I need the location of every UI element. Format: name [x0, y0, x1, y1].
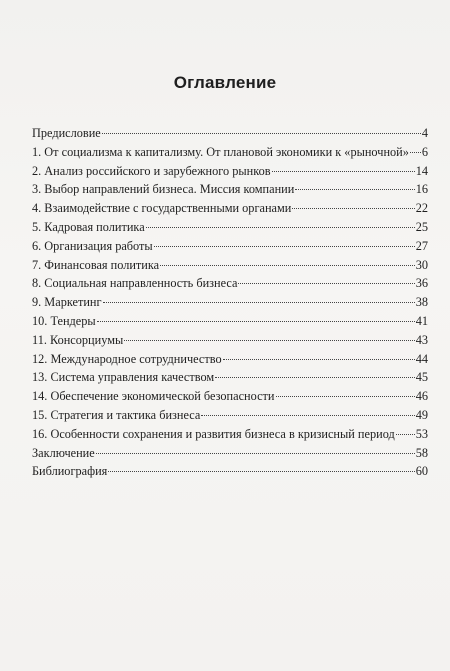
dot-leader — [154, 246, 415, 247]
dot-leader — [276, 396, 415, 397]
toc-entry-label: Библиография — [32, 464, 108, 479]
toc-entry-page-number: 46 — [415, 389, 428, 404]
toc-entry[interactable] — [32, 387, 428, 406]
toc-entry-page-number: 41 — [415, 313, 428, 328]
toc-entry[interactable] — [32, 218, 428, 237]
toc-entry-page-number: 27 — [415, 238, 428, 253]
toc-entry[interactable] — [32, 331, 428, 350]
toc-entry-page-number: 53 — [415, 426, 428, 441]
dot-leader — [96, 453, 415, 454]
toc-entry[interactable] — [32, 237, 428, 256]
toc-entry[interactable] — [32, 462, 428, 481]
toc-entry-page-number: 30 — [415, 257, 428, 272]
toc-entry-label: Предисловие — [32, 126, 101, 140]
dot-leader — [146, 227, 415, 228]
toc-entry-page-number: 22 — [415, 201, 428, 216]
dot-leader — [160, 265, 415, 266]
toc-entry-page-number: 58 — [415, 445, 428, 460]
toc-entry-page-number: 14 — [415, 163, 428, 178]
toc-entry-page-number: 38 — [415, 295, 428, 310]
toc-entry-label: 14. Обеспечение экономической безопасности — [32, 389, 275, 404]
toc-entry[interactable] — [32, 425, 428, 444]
toc-entry-label: 7. Финансовая политика — [32, 257, 160, 272]
dot-leader — [97, 321, 415, 322]
toc-entry[interactable] — [32, 312, 428, 331]
toc-entry-label: 10. Тендеры — [32, 313, 96, 328]
toc-entry-label: 8. Социальная направленность бизнеса — [32, 276, 238, 291]
dot-leader — [223, 359, 415, 360]
page-title: Оглавление — [173, 73, 277, 92]
toc-entry[interactable] — [32, 293, 428, 312]
toc-entry[interactable] — [32, 180, 428, 199]
dot-leader — [108, 471, 414, 472]
toc-entry-page-number: 43 — [415, 332, 428, 347]
dot-leader — [238, 283, 414, 284]
toc-entry-page-number: 60 — [415, 464, 428, 479]
toc-entry-page-number: 16 — [415, 182, 428, 197]
dot-leader — [272, 171, 415, 172]
toc-entry-label: 9. Маркетинг — [32, 295, 102, 310]
toc-entry-label: 6. Организация работы — [32, 238, 153, 253]
table-of-contents — [32, 124, 428, 481]
toc-entry-page-number: 6 — [421, 144, 428, 159]
toc-entry-label: 15. Стратегия и тактика бизнеса — [32, 407, 201, 422]
toc-entry[interactable] — [32, 406, 428, 425]
dot-leader — [410, 152, 421, 153]
dot-leader — [201, 415, 414, 416]
toc-entry-label: 13. Система управления качеством — [32, 370, 215, 385]
dot-leader — [396, 434, 415, 435]
toc-entry-label: 12. Международное сотрудничество — [32, 351, 222, 366]
toc-entry[interactable] — [32, 162, 428, 181]
toc-entry-page-number: 45 — [415, 370, 428, 385]
dot-leader — [124, 340, 414, 341]
toc-entry[interactable] — [32, 368, 428, 387]
toc-entry-label: 16. Особенности сохранения и развития бизнеса в кризисный период — [32, 426, 395, 441]
toc-entry[interactable] — [32, 199, 428, 218]
toc-entry[interactable] — [32, 124, 428, 143]
dot-leader — [215, 377, 415, 378]
toc-entry-label: 3. Выбор направлений бизнеса. Миссия компании — [32, 182, 295, 197]
toc-entry-label: 5. Кадровая политика — [32, 219, 145, 234]
toc-entry-page-number: 4 — [421, 126, 428, 140]
toc-entry-page-number: 36 — [415, 276, 428, 291]
toc-entry-label: 1. От социализма к капитализму. От плановой экономики к «рыночной» — [32, 144, 409, 159]
toc-entry-label: 4. Взаимодействие с государственными органами — [32, 201, 292, 216]
toc-entry[interactable] — [32, 274, 428, 293]
toc-entry-page-number: 44 — [415, 351, 428, 366]
toc-entry[interactable] — [32, 350, 428, 369]
toc-entry-page-number: 49 — [415, 407, 428, 422]
toc-entry-page-number: 25 — [415, 219, 428, 234]
toc-entry-label: Заключение — [32, 445, 95, 460]
dot-leader — [295, 189, 414, 190]
dot-leader — [103, 302, 415, 303]
toc-entry-label: 2. Анализ российского и зарубежного рынков — [32, 163, 271, 178]
toc-entry[interactable] — [32, 444, 428, 463]
toc-entry[interactable] — [32, 143, 428, 162]
dot-leader — [292, 208, 414, 209]
toc-entry[interactable] — [32, 256, 428, 275]
toc-entry-label: 11. Консорциумы — [32, 332, 124, 347]
dot-leader — [102, 133, 421, 134]
